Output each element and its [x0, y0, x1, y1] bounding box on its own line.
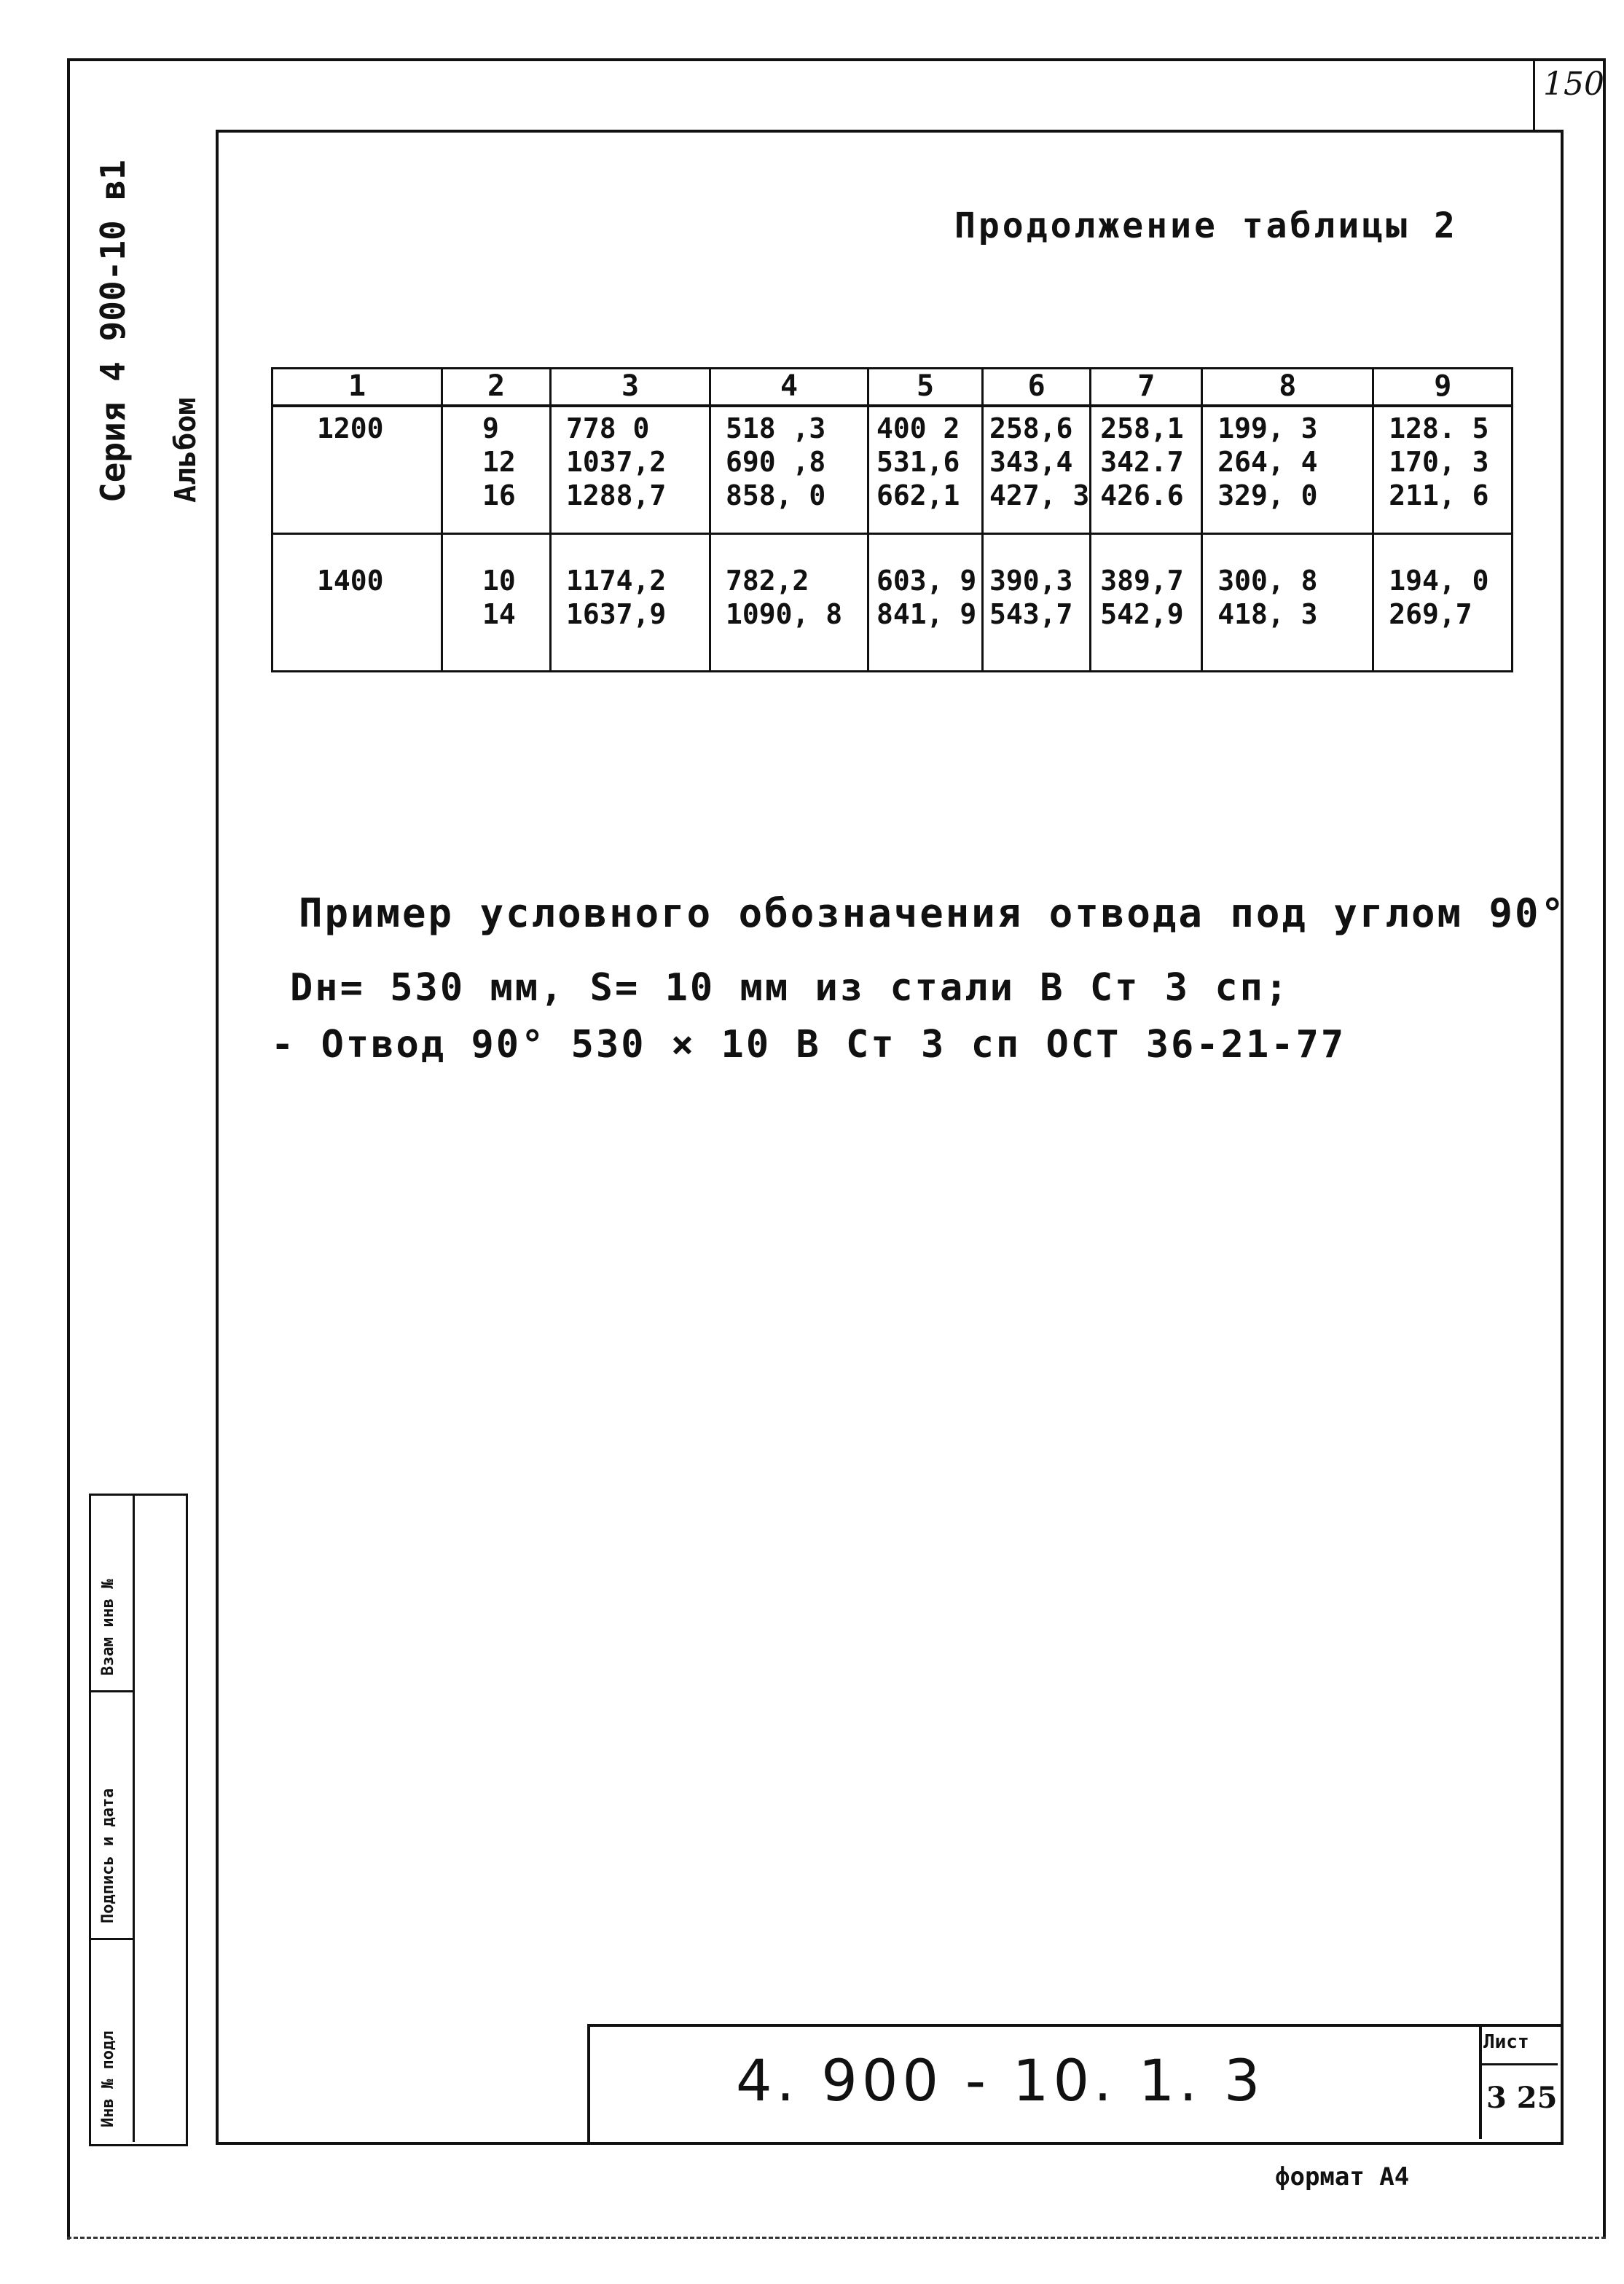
continuation-title: Продолжение таблицы 2	[954, 205, 1458, 246]
table-header-row	[272, 369, 1513, 407]
example-parameters: Dн= 530 мм, S= 10 мм из стали В Ст 3 сп;	[290, 966, 1290, 1010]
series-label: Серия 4 900-10 в1	[93, 160, 133, 503]
table-cell: 518 ,3 690 ,8 858, 0	[710, 406, 868, 534]
table-cell-dn: 1400	[272, 534, 442, 672]
example-heading: Пример условного обозначения отвода под углом 90°	[299, 890, 1567, 936]
table-cell: 782,2 1090, 8	[710, 534, 868, 672]
stamp-field-signature: Подпись и дата	[99, 1788, 117, 1923]
table-row	[272, 534, 1513, 672]
table-cell: 1174,2 1637,9	[551, 534, 710, 672]
table-cell: 194, 0 269,7	[1373, 534, 1513, 672]
table-header-cell: 3	[551, 369, 710, 407]
stamp-divider	[89, 1938, 133, 1940]
table-header-cell: 7	[1091, 369, 1202, 407]
table-cell: 390,3 543,7	[983, 534, 1091, 672]
table-header-cell: 9	[1373, 369, 1513, 407]
example-designation: - Отвод 90° 530 × 10 В Ст 3 сп ОСТ 36-21-77	[271, 1023, 1346, 1067]
table-cell: 199, 3 264, 4 329, 0	[1202, 406, 1373, 534]
table-cell: 778 0 1037,2 1288,7	[551, 406, 710, 534]
sheet-number: 3 25	[1486, 2081, 1558, 2115]
table-cell: 128. 5 170, 3 211, 6	[1373, 406, 1513, 534]
table-row	[272, 406, 1513, 534]
format-label: формат А4	[1275, 2162, 1410, 2191]
table-cell: 10 14	[442, 534, 551, 672]
stamp-field-replace: Взам инв №	[99, 1579, 117, 1676]
table-cell-dn: 1200	[272, 406, 442, 534]
table-cell: 9 12 16	[442, 406, 551, 534]
stamp-divider	[89, 1690, 133, 1692]
table-cell: 258,1 342.7 426.6	[1091, 406, 1202, 534]
sheet-box-divider	[1479, 2063, 1558, 2065]
album-label: Альбом	[169, 397, 203, 503]
table-cell: 603, 9 841, 9	[868, 534, 983, 672]
table-header-cell: 8	[1202, 369, 1373, 407]
outer-frame-right	[1603, 58, 1606, 2237]
document-code: 4. 900 - 10. 1. 3	[736, 2049, 1265, 2114]
table-header-cell: 4	[710, 369, 868, 407]
table-header-cell: 6	[983, 369, 1091, 407]
table-cell: 400 2 531,6 662,1	[868, 406, 983, 534]
page-number: 150	[1543, 66, 1604, 103]
table-cell: 258,6 343,4 427, 3	[983, 406, 1091, 534]
outer-frame-bottom	[67, 2237, 1606, 2239]
table-cell: 389,7 542,9	[1091, 534, 1202, 672]
table-header-cell: 5	[868, 369, 983, 407]
table-header-cell: 1	[272, 369, 442, 407]
table-header-cell: 2	[442, 369, 551, 407]
data-table	[271, 367, 1513, 672]
table-cell: 300, 8 418, 3	[1202, 534, 1373, 672]
sheet-label: Лист	[1483, 2031, 1529, 2053]
stamp-field-inventory: Инв № подл	[99, 2030, 117, 2127]
